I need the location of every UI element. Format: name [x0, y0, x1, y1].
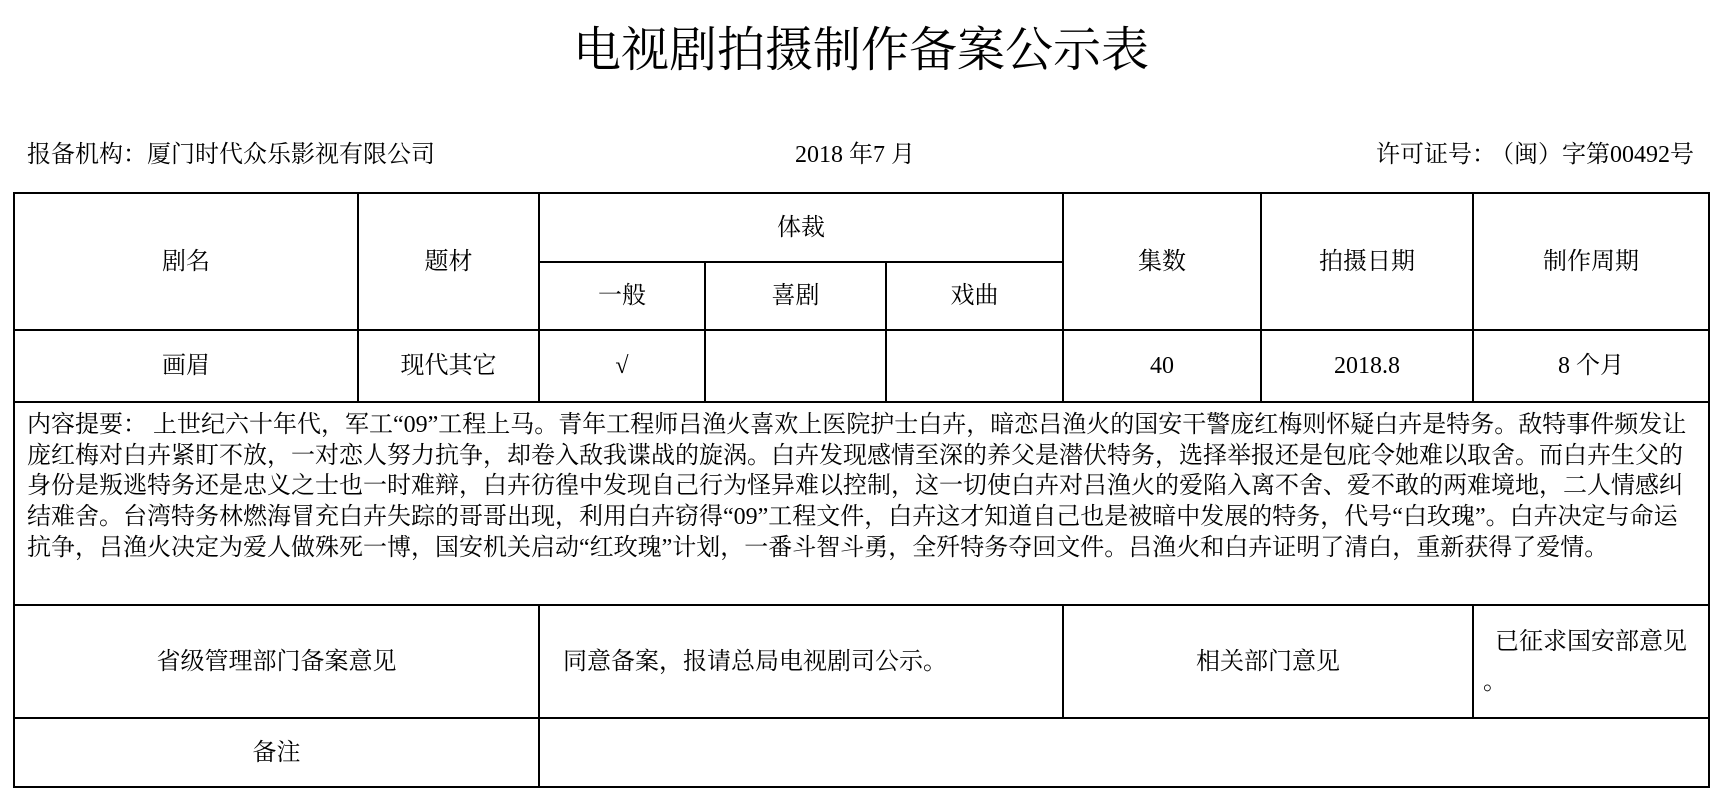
- synopsis-line: 结难舍。台湾特务林燃海冒充白卉失踪的哥哥出现，利用白卉窃得“09”工程文件，白卉这才知道自己也是被暗中发展的特务，代号“白玫瑰”。白卉决定与命运: [27, 504, 1678, 531]
- remarks-content: [538, 717, 1710, 788]
- filing-organization: [27, 140, 435, 170]
- cell-genre-opera: [885, 329, 1064, 403]
- remarks-label: 备注: [13, 717, 540, 788]
- column-header-genre: 体裁: [538, 192, 1064, 263]
- filing-table: [13, 192, 1710, 788]
- related-department-opinion-label: 相关部门意见: [1062, 604, 1474, 719]
- cell-shooting-date: 2018.8: [1260, 329, 1474, 403]
- synopsis-line: 庞红梅对白卉紧盯不放，一对恋人努力抗争，却卷入敌我谍战的旋涡。白卉发现感情至深的养父是潜伏特务，选择举报还是包庇令她难以取舍。而白卉生父的: [27, 442, 1683, 469]
- cell-episodes: 40: [1062, 329, 1262, 403]
- synopsis-line: [27, 410, 1708, 441]
- column-header-genre-opera: 戏曲: [885, 261, 1064, 331]
- license-number: （闽）字第00492号: [1502, 142, 1694, 168]
- cell-genre-comedy: [704, 329, 887, 403]
- cell-genre-general-check: √: [538, 329, 706, 403]
- provincial-opinion-label: 省级管理部门备案意见: [13, 604, 540, 719]
- license: [1376, 140, 1694, 170]
- column-header-genre-comedy: 喜剧: [704, 261, 887, 331]
- cell-drama-title: 画眉: [13, 329, 359, 403]
- column-header-subject: 题材: [357, 192, 540, 331]
- synopsis-line: 抗争，吕渔火决定为爱人做殊死一博，国安机关启动“红玫瑰”计划，一番斗智斗勇，全歼特务夺回文件。吕渔火和白卉证明了清白，重新获得了爱情。: [27, 534, 1609, 561]
- cell-subject: 现代其它: [357, 329, 540, 403]
- page-title: 电视剧拍摄制作备案公示表: [572, 24, 1149, 77]
- synopsis-line: 身份是叛逃特务还是忠义之士也一时难辩，白卉彷徨中发现自己行为怪异难以控制，这一切使白卉对吕渔火的爱陷入离不舍、爱不敢的两难境地，二人情感纠: [27, 473, 1683, 500]
- provincial-opinion-text: 同意备案，报请总局电视剧司公示。: [538, 604, 1064, 719]
- column-header-shooting-date: 拍摄日期: [1260, 192, 1474, 331]
- filing-organization-label: 报备机构：: [27, 142, 147, 168]
- related-department-opinion-text: 已征求国安部意见。: [1483, 628, 1687, 695]
- column-header-title: 剧名: [13, 192, 359, 331]
- cell-production-cycle: 8 个月: [1472, 329, 1710, 403]
- synopsis-text: 上世纪六十年代，军工“09”工程上马。青年工程师吕渔火喜欢上医院护士白卉，暗恋吕渔火的国安干警庞红梅则怀疑白卉是特务。敌特事件频发让: [153, 412, 1687, 438]
- related-department-opinion-cell: [1472, 604, 1710, 719]
- synopsis-cell: [13, 401, 1710, 606]
- column-header-production-cycle: 制作周期: [1472, 192, 1710, 331]
- filing-date: 2018 年7 月: [795, 142, 915, 168]
- column-header-genre-general: 一般: [538, 261, 706, 331]
- column-header-episodes: 集数: [1062, 192, 1262, 331]
- license-label: 许可证号：: [1376, 142, 1496, 168]
- synopsis-label: 内容提要：: [27, 412, 147, 438]
- filing-organization-name: 厦门时代众乐影视有限公司: [147, 142, 435, 168]
